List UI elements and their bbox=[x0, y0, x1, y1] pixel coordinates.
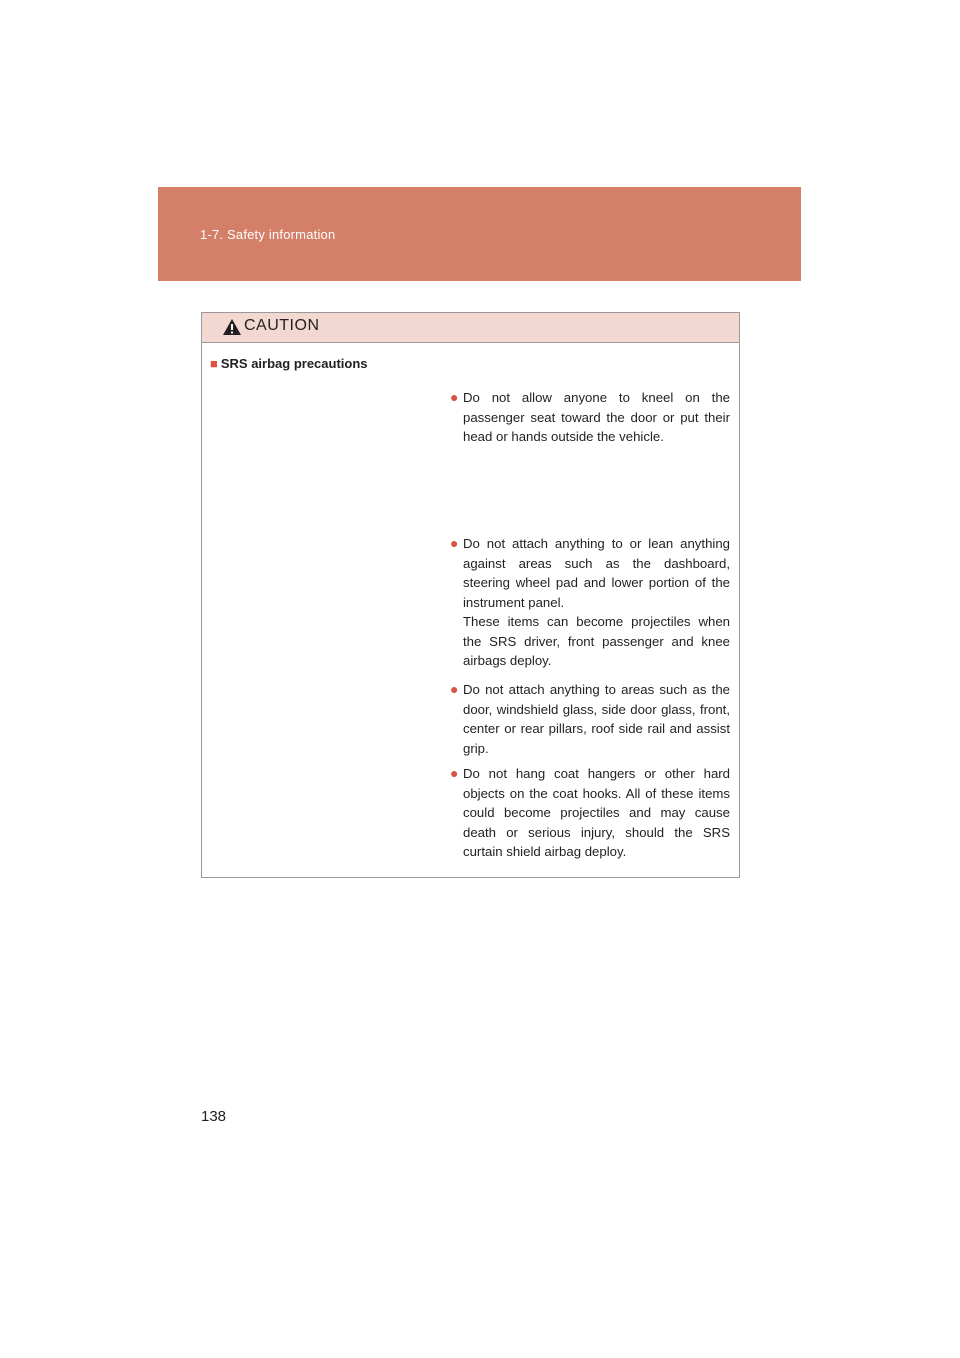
bullet-icon: ● bbox=[450, 389, 459, 405]
caution-header bbox=[202, 313, 739, 343]
caution-item-text: Do not allow anyone to kneel on the passenger seat toward the door or put their head or hands outside the vehicle. bbox=[463, 390, 730, 444]
page-number: 138 bbox=[201, 1108, 227, 1125]
square-marker-icon: ■ bbox=[210, 356, 218, 371]
caution-item-text: Do not hang coat hangers or other hard objects on the coat hooks. All of these items could become projectiles and may cause death or serious injury, should the SRS curtain shield airbag deploy. bbox=[463, 766, 730, 859]
caution-item-text: Do not attach anything to areas such as the door, windshield glass, side door glass, front, center or rear pillars, roof side rail and assist grip. bbox=[463, 682, 730, 756]
caution-item bbox=[450, 534, 730, 671]
caution-item-note: These items can become projectiles when the SRS driver, front passenger and knee airbags deploy. bbox=[463, 614, 730, 668]
caution-item-text: Do not attach anything to or lean anything against areas such as the dashboard, steering wheel pad and lower portion of the instrument panel. bbox=[463, 536, 730, 610]
caution-item bbox=[450, 388, 730, 447]
caution-item bbox=[450, 680, 730, 758]
section-title: 1-7. Safety information bbox=[200, 227, 336, 242]
subheading-text: SRS airbag precautions bbox=[220, 356, 368, 371]
caution-label: CAUTION bbox=[244, 317, 320, 334]
bullet-icon: ● bbox=[450, 535, 459, 551]
caution-item bbox=[450, 764, 730, 862]
bullet-icon: ● bbox=[450, 765, 459, 781]
caution-box bbox=[201, 312, 740, 878]
subheading bbox=[210, 356, 368, 371]
bullet-icon: ● bbox=[450, 681, 459, 697]
section-header-band bbox=[158, 187, 801, 281]
warning-triangle-icon bbox=[222, 318, 242, 336]
